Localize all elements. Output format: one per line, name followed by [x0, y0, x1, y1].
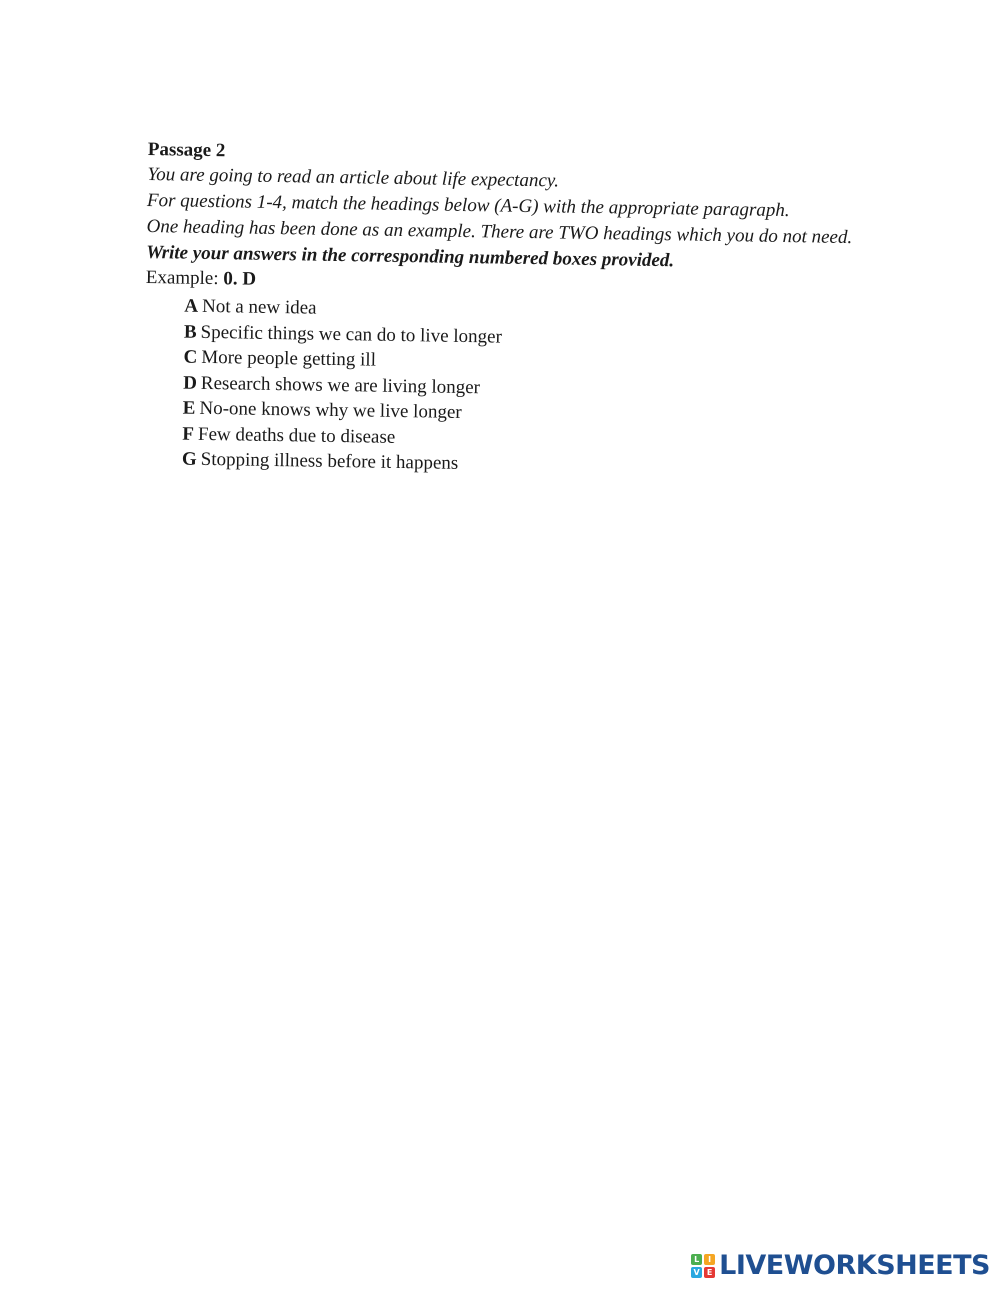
heading-letter: E	[182, 397, 196, 419]
logo-square-i: I	[704, 1254, 715, 1265]
instruction-line: You are going to read an article about life expectancy.	[147, 163, 560, 192]
example-label: Example:	[145, 266, 219, 290]
heading-letter: G	[181, 448, 197, 470]
heading-text: Not a new idea	[201, 295, 317, 319]
logo-icon	[691, 1254, 715, 1278]
heading-text: Research shows we are living longer	[200, 372, 481, 398]
heading-text: Few deaths due to disease	[197, 423, 396, 448]
logo-square-e: E	[704, 1267, 715, 1278]
instruction-line: For questions 1-4, match the headings below (A-G) with the appropriate paragraph.	[146, 189, 790, 222]
heading-text: More people getting ill	[201, 346, 377, 371]
liveworksheets-logo[interactable]	[691, 1250, 990, 1281]
example-answer: 0. D	[223, 268, 257, 290]
heading-text: Stopping illness before it happens	[200, 448, 459, 474]
heading-letter: A	[184, 295, 199, 317]
worksheet-content	[143, 138, 968, 484]
passage-title: Passage 2	[147, 138, 226, 162]
write-instruction: Write your answers in the corresponding numbered boxes provided.	[146, 241, 675, 272]
heading-letter: F	[182, 423, 195, 445]
heading-text: No-one knows why we live longer	[199, 397, 462, 423]
logo-square-l: L	[691, 1254, 702, 1265]
heading-letter: B	[183, 321, 197, 343]
logo-square-v: V	[691, 1267, 702, 1278]
heading-text: Specific things we can do to live longer	[200, 321, 503, 348]
heading-letter: D	[182, 372, 198, 394]
logo-text: LIVEWORKSHEETS	[719, 1250, 990, 1281]
heading-letter: C	[183, 346, 198, 368]
headings-list	[143, 293, 966, 484]
instruction-line: One heading has been done as an example. There are TWO headings which you do not need.	[146, 215, 853, 249]
